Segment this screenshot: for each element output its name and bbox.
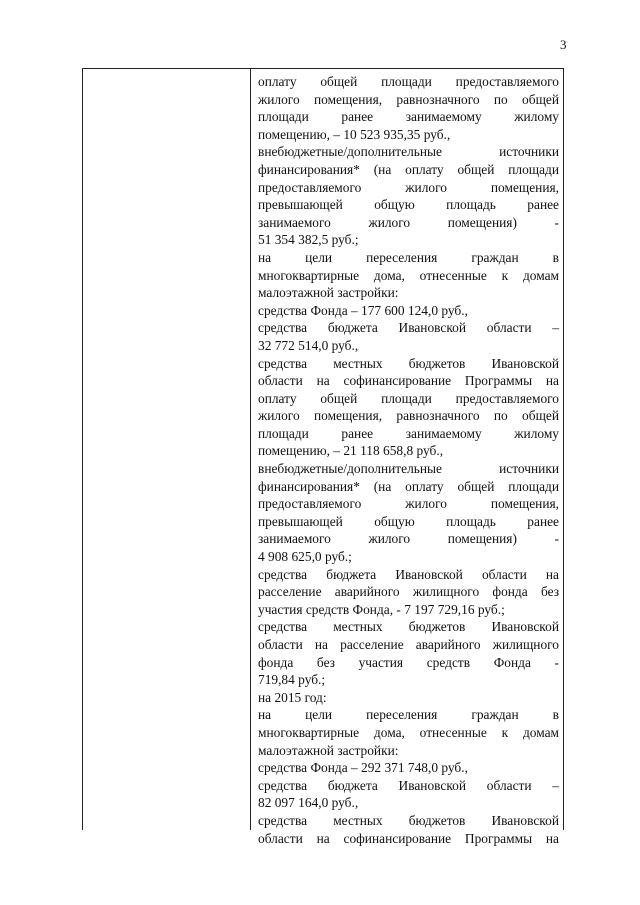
text-line: финансирования* (на оплату общей площади [258, 478, 559, 494]
text-line: фонда без участия средств Фонда - [258, 654, 559, 670]
text-line: жилого помещения, равнозначного по общей [258, 91, 559, 107]
text-line: малоэтажной застройки: [258, 742, 399, 758]
text-line: внебюджетные/дополнительные источники [258, 461, 559, 477]
text-line: площади ранее занимаемому жилому [258, 109, 559, 125]
text-line: расселение аварийного жилищного фонда без [258, 584, 559, 600]
text-line: малоэтажной застройки: [258, 285, 399, 301]
text-line: средства Фонда – 292 371 748,0 руб., [258, 760, 468, 776]
text-line: помещению, – 10 523 935,35 руб., [258, 126, 451, 142]
text-line: участия средств Фонда, - 7 197 729,16 руб.; [258, 601, 505, 617]
text-line: предоставляемого жилого помещения, [258, 496, 559, 512]
text-line: средства местных бюджетов Ивановской [258, 619, 559, 635]
text-line: занимаемого жилого помещения) - [258, 214, 559, 230]
text-line: жилого помещения, равнозначного по общей [258, 408, 559, 424]
text-line: 51 354 382,5 руб.; [258, 232, 359, 248]
text-line: средства Фонда – 177 600 124,0 руб., [258, 302, 468, 318]
text-line: многоквартирные дома, отнесенные к домам [258, 724, 559, 740]
text-line: на цели переселения граждан в [258, 249, 559, 265]
text-line: 82 097 164,0 руб., [258, 795, 359, 811]
text-line: площади ранее занимаемому жилому [258, 425, 559, 441]
text-line: области на расселение аварийного жилищного [258, 637, 559, 652]
text-line: средства бюджета Ивановской области – [258, 777, 559, 793]
text-line: на цели переселения граждан в [258, 707, 559, 723]
document-table [82, 68, 564, 846]
text-line: области на софинансирование Программы на [258, 830, 559, 846]
table-right-cell [251, 69, 563, 846]
text-line: занимаемого жилого помещения) - [258, 531, 559, 547]
text-line: средства бюджета Ивановской области на [258, 566, 559, 582]
text-line: на 2015 год: [258, 689, 327, 705]
text-line: внебюджетные/дополнительные источники [258, 144, 559, 160]
text-line: превышающей общую площадь ранее [258, 197, 559, 213]
text-line: оплату общей площади предоставляемого [258, 74, 559, 89]
text-line: 32 772 514,0 руб., [258, 337, 359, 353]
text-line: 719,84 руб.; [258, 672, 326, 688]
text-line: 4 908 625,0 руб.; [258, 549, 352, 565]
text-line: оплату общей площади предоставляемого [258, 390, 559, 406]
text-line: помещению, – 21 118 658,8 руб., [258, 443, 444, 459]
text-line: финансирования* (на оплату общей площади [258, 161, 559, 177]
text-line: средства местных бюджетов Ивановской [258, 355, 559, 371]
text-line: многоквартирные дома, отнесенные к домам [258, 267, 559, 283]
text-line: области на софинансирование Программы на [258, 373, 559, 389]
text-line: средства местных бюджетов Ивановской [258, 812, 559, 828]
text-line: средства бюджета Ивановской области – [258, 320, 559, 336]
table-left-cell [83, 69, 251, 830]
page-number: 3 [560, 37, 567, 52]
text-line: предоставляемого жилого помещения, [258, 179, 559, 195]
text-line: превышающей общую площадь ранее [258, 513, 559, 529]
